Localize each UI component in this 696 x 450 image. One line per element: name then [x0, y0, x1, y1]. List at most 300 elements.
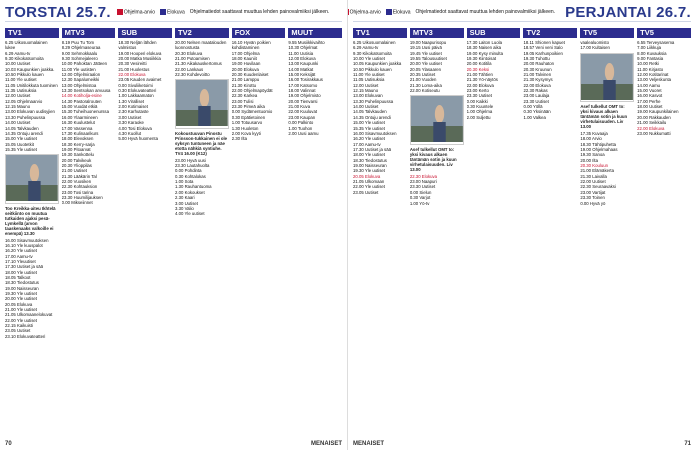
program-listing: 19.15 Uusi päivä	[409, 45, 442, 51]
program-listing: 20.00 Matka Musiikkia	[118, 56, 161, 62]
program-listing: 8.19 Puu Tu Tom	[61, 40, 95, 45]
program-listing: 9.55 Musiikkivaihto	[288, 40, 325, 45]
program-listing: 11.00 Uutisia	[288, 50, 314, 56]
program-photo	[175, 79, 229, 128]
program-listing: 2.00 Suljettu	[466, 114, 491, 120]
program-listing: 17.00 Kultaisen	[580, 45, 610, 51]
program-listing: 19.30 Yle uutiset	[353, 168, 385, 174]
program-listing: 18.57 Veni veni Salo	[523, 45, 563, 51]
program-listing: 20.00 Rauhaton	[523, 61, 555, 67]
program-listing: 18.00 Elevoksen	[61, 136, 94, 142]
program-listing: 0.00 Mikseiinnet	[61, 200, 93, 206]
program-listing: 0.30 Kohtalokas	[175, 173, 206, 179]
legend-item-rating: Ohjelma-arvio	[117, 9, 155, 15]
page-header-left	[5, 4, 342, 22]
program-listing: 12.00 Uutiset	[5, 93, 31, 99]
program-listing: 21.30 Kirottu	[231, 82, 257, 88]
program-listing: 4.00 Yle uutiset	[175, 211, 205, 217]
program-listing: 2.00 Kova kyyti	[231, 130, 261, 136]
program-listing: 16.20 Yle uutiset	[5, 248, 37, 254]
program-listing: 17.35 Kuvaaja	[580, 131, 608, 137]
program-listing: 19.55 Talousuutiset	[409, 56, 447, 62]
program-listing: 21.05 Ulkomaanelokuvat	[5, 312, 53, 318]
program-listing: 18.00 Yle uutiset	[353, 152, 385, 158]
program-listing: 0.00 Kaikki	[466, 98, 488, 104]
program-listing: 19.00 Huvilaan	[231, 61, 261, 67]
program-listing: 8.29 Ohjelmaseuraa	[61, 45, 101, 51]
photo-caption: Too Kreikka-aiteu Ikhtelä seitkiinto on muutua tutkaiden ajaksi pesä-Lymkellä (arvon taaskenaaks valkoille ei enempä) 13.30	[5, 205, 56, 236]
program-photo	[580, 53, 634, 102]
program-listing: 16.00 Kasvot	[637, 93, 663, 99]
program-listing: kohdistaminen	[231, 45, 260, 51]
program-listing: 22.00 Yle uutiset	[353, 184, 385, 190]
program-listing: 12.15 Mauno	[353, 88, 379, 94]
program-listing: 15.00 Yle uutiset	[5, 136, 37, 142]
program-listing: 18.30 Kerry-sarja	[61, 141, 95, 147]
page-number-right: 71	[684, 441, 691, 447]
program-listing: 12.15 Mauno	[5, 104, 31, 110]
program-listing: 20.30 Kouluun	[580, 163, 609, 169]
brand-left: MENAISET	[310, 441, 342, 447]
program-listing: 1.00 Totuusarvo	[231, 120, 263, 126]
program-listing: 11.05 Unitilokkuta tuominen	[5, 82, 58, 88]
program-listing: 18.11 Shionen kapuet	[523, 40, 565, 45]
program-listing: 20.30 Vesireitti	[118, 61, 147, 67]
program-listing: 22.00 Ohjelmapöydät	[231, 88, 273, 94]
schedule-columns-right	[353, 26, 691, 436]
program-listing: 2.30 Karhutaste	[118, 109, 149, 115]
program-listing: 19.30 Tuhottu	[523, 56, 550, 62]
program-listing: 18.30 Tiedostutus	[353, 157, 387, 163]
program-listing: 23.30 Uutiset	[409, 184, 436, 190]
program-listing: 17.00 Vassenna	[61, 125, 93, 131]
legend-right	[348, 9, 555, 15]
program-listing: 10.00 Uutiset	[5, 61, 31, 67]
program-listing: 17.00 Aamu-tv	[353, 141, 381, 147]
program-listing: 14.35 Ontuju arendi	[353, 114, 391, 120]
program-listing: 22.00 Elokuva	[466, 82, 494, 88]
program-listing: 23.00 Nukkumatti	[637, 130, 671, 136]
program-listing: 16.00 Sisavmuutoksen	[5, 237, 49, 243]
program-listing: 0.30 Kuuntele	[466, 104, 494, 110]
program-listing: lukee	[5, 45, 16, 51]
program-listing: 1.00 Tuohon	[288, 125, 313, 131]
channel-header: TV1	[5, 28, 59, 38]
program-photo	[5, 154, 59, 203]
program-listing: 18.00 Kauniit	[231, 56, 257, 62]
program-listing: 19.00 Pitoarvat	[61, 146, 91, 152]
program-listing: 23.00 Hyvä uusi	[175, 157, 206, 163]
program-listing: 19.45 Yle uutiset	[409, 50, 442, 56]
program-listing: 22.30 Elokuva	[409, 173, 438, 179]
program-listing: 21.00 Talvinen	[523, 72, 552, 78]
program-listing: 20.30 Kruunun	[523, 66, 552, 72]
program-listing: 15.05 Uuotetkit	[5, 141, 34, 147]
program-listing: 0.00 Yöllä	[523, 104, 543, 110]
program-listing: 2.30 Kaari	[175, 195, 195, 201]
program-listing: 9.30 Kikokatsomoita	[353, 50, 392, 56]
channel-header: SUB	[118, 28, 172, 38]
program-listing: 23.30 Uutiset	[523, 98, 549, 104]
program-listing: 13.00 Kaupunki	[288, 61, 319, 67]
program-listing: 20.05 Ylasaaren	[409, 66, 442, 72]
program-listing: 20.05 Elokuva	[5, 301, 33, 307]
program-listing: 12.05 Ohjelmaarvio	[5, 98, 43, 104]
program-listing: 10.05 Kaupunkien joakka	[353, 61, 402, 67]
program-listing: 10.50 Pikkulo kauen	[5, 72, 44, 78]
program-listing: 21.00 Vuoden	[409, 77, 437, 83]
program-listing: 23.00 Vartijat	[580, 189, 606, 195]
program-listing: 0.30 Yksinään	[523, 109, 551, 115]
program-listing: 16.10 Yle kuuspalot	[5, 242, 43, 248]
program-listing: 16.20 Yle uutiset	[353, 136, 385, 142]
program-listing: 20.30 Elokuva	[175, 50, 203, 56]
program-listing: 19.00 Kaupunkilainen	[637, 109, 679, 115]
program-listing: 0.30 Elokuvateatteri	[118, 88, 157, 94]
program-listing: 10.03 Kaupunkien joakka.	[5, 66, 55, 72]
program-listing: 12.00 Elokuva	[288, 56, 316, 62]
program-listing: 21.00 Elämäkerta	[580, 168, 614, 174]
program-listing: 22.30 Kohtauksion	[61, 184, 98, 190]
program-listing: 6.25 Uikosuomalainen	[353, 40, 396, 45]
program-listing: 7.00 Liikkuja	[637, 45, 662, 51]
schedule-column	[118, 26, 172, 436]
program-listing: 19.30 Kiintoisat	[466, 56, 497, 62]
program-listing: 2.00 Uusi aamu	[288, 130, 319, 136]
program-listing: 0.00 Sielun	[409, 189, 432, 195]
program-listing: 23.00 Kerto	[466, 88, 489, 94]
program-listing: 2.00 Kokoukset	[175, 189, 205, 195]
program-listing: 3.30 Valio	[175, 205, 194, 211]
program-listing: 13.30 Puhelinpuussa	[5, 114, 46, 120]
program-listing: 12.00 Uutiset	[353, 82, 379, 88]
program-listing: 19.05 Karhunpoikien	[523, 50, 563, 56]
program-listing: 22.00 Kuuluvat	[288, 109, 318, 115]
program-listing: 21.00 Seikkailu	[637, 120, 667, 126]
program-listing: 22.00 Elokuva	[637, 125, 665, 131]
program-listing: 19.00 Kysy minulta	[466, 50, 503, 56]
program-listing: 22.00 Elokuva	[118, 72, 146, 78]
program-listing: 14.00 Uutiset	[5, 120, 31, 126]
footer-right	[353, 441, 691, 447]
program-listing: 15.35 Yle uutiset	[5, 146, 37, 152]
program-listing: 10.30 Ohjelmat	[288, 45, 318, 51]
program-listing: 23.05 Uutiset	[5, 328, 31, 334]
program-listing: 15.00 Keksijät	[288, 72, 316, 78]
program-listing: 13.00 Ohjelmistoa	[61, 82, 97, 88]
program-listing: 6.29 Aamu-tv	[5, 50, 31, 56]
program-listing: 13.00 Elokuvan uudisyjien	[5, 109, 55, 115]
program-listing: 13.00 Elokuvan	[353, 93, 383, 99]
program-listing: 11.05 Uutisuksia	[353, 77, 385, 83]
program-listing: vaalealuomisto	[580, 40, 609, 45]
program-listing: luonnostusta	[175, 45, 200, 51]
program-listing: 14.00 Kotiholja-esine	[61, 93, 102, 99]
channel-header: MTV3	[410, 28, 464, 38]
program-listing: 9.00 Fantasia	[637, 56, 664, 62]
schedule-column	[353, 26, 407, 436]
program-listing: 0.00 Hyvä yö	[580, 200, 606, 206]
program-listing: 17.30 Laiton Luola	[466, 40, 503, 45]
program-listing: 23.30 Huumilijauksen	[61, 194, 103, 200]
photo-caption: Kokoustuuvan Pinostu Prinsson-tukkainen ei ole syksyn tuntuneen ja näe etotta nähkiä syntiuhe. TV4 16.00 (K12)	[175, 130, 228, 156]
program-listing: 2.30 Ilta	[231, 136, 247, 142]
schedule-column	[5, 26, 59, 436]
program-listing: 19.00 Naapurisopu	[409, 40, 447, 45]
program-listing: 23.00 Tosi tarina	[61, 189, 94, 195]
program-listing: 11.00 Yle uutiset	[353, 72, 385, 78]
program-listing: 17.30 Uutiset ja sää	[5, 264, 43, 270]
program-listing: 12.00 Kotitarinat	[637, 72, 669, 78]
program-listing: 20.00 Rakkauden	[637, 114, 671, 120]
program-listing: 2.00 Kotimaiset	[118, 104, 148, 110]
program-listing: 5.00 Hyvä huomenta	[118, 136, 158, 142]
program-listing: 21.00 Uutiset	[61, 168, 87, 174]
day-title-left: TORSTAI 25.7.	[5, 4, 111, 21]
program-listing: 14.05 Talvkauden	[5, 125, 39, 131]
channel-header: TV5	[637, 28, 691, 38]
program-listing: 12.00 Ohjelmiraalon	[61, 72, 101, 78]
channel-header: TV5	[580, 28, 634, 38]
program-listing: 22.30 Seuraavaksi	[580, 184, 616, 190]
program-listing: 23.30 Toinen	[580, 195, 605, 201]
program-listing: 22.00 Kotiseutu	[409, 88, 440, 94]
channel-header: TV1	[353, 28, 407, 38]
program-listing: 10.50 Pikkulo kauen	[353, 66, 392, 72]
program-listing: 14.05 Talvkauden	[353, 109, 387, 115]
legend-item-rating: Ohjelma-arvio	[348, 9, 381, 15]
program-listing: 21.30 Laivalla	[580, 173, 607, 179]
program-listing: 20.00 Kotitila	[466, 61, 492, 67]
footer-left	[5, 441, 342, 447]
program-listing: 18.05 Talkoot	[5, 274, 31, 280]
program-listing: 20.30 Keksi	[466, 66, 490, 72]
program-listing: 11.00 Yle uutisten	[61, 66, 96, 72]
legend-item-movie: Elokuva	[386, 9, 411, 15]
program-listing: 23.00 Laulaja	[523, 93, 550, 99]
program-listing: 1.00 Sota	[175, 179, 194, 185]
program-listing: 16.10 Hyvän poikien	[231, 40, 271, 45]
program-listing: 14.35 Ontuju arendi	[5, 130, 43, 136]
program-listing: 21.00 Putoamisen	[175, 56, 210, 62]
brand-right: MENAISET	[353, 441, 385, 447]
program-listing: 21.30 Yö-näytös	[466, 77, 498, 83]
program-listing: 19.00 Ohjelmisto	[288, 93, 321, 99]
program-listing: 23.00 Tulisi	[231, 98, 254, 104]
program-listing: 1.00 Lakkaamaton	[118, 93, 154, 99]
program-listing: 23.00 Kaupan	[288, 114, 316, 120]
schedule-column	[580, 26, 634, 436]
schedule-column	[410, 26, 464, 436]
channel-header: TV2	[523, 28, 577, 38]
photo-caption: Asef tulkellut OMT to: yksi kivaus alkaen täntämän sotin ja kuun virhetulaisuuden. Liv 13.00	[580, 104, 628, 130]
legend-note: Ohjelmatiedot saattavat muuttua lehden painovalmiiksi jälkeen.	[415, 9, 556, 16]
program-listing: 10.00 Retki	[637, 61, 659, 67]
program-listing: 6.29 Aamu-tv	[353, 45, 379, 51]
program-listing: 19.30 Sanoa	[580, 152, 605, 158]
program-listing: 11.35 Uutisuksia	[5, 88, 37, 94]
program-listing: 23.05 Uutiset	[353, 189, 379, 195]
program-listing: 1.30 Viralliset	[118, 98, 145, 104]
program-listing: 23.10 Elokuvateatteri	[5, 333, 46, 339]
program-listing: 9.30 Kikokatsomoita	[5, 56, 44, 62]
program-listing: 21.00 Yle uutiset	[5, 307, 37, 313]
program-listing: 0.30 Varjot	[409, 195, 431, 201]
program-listing: 20.00 Talvikeuk	[61, 157, 92, 163]
program-listing: 19.00 Naisseuran	[353, 162, 387, 168]
program-listing: 18.30 Tähtipuhetta	[580, 141, 617, 147]
photo-caption: Asef tulkellut OMT to: yksi kivaus alkaen täntämän sotin ja kuun virhetulaisuuden. Liv 13.00	[409, 146, 457, 172]
program-listing: 17.10 Yleuutiset	[5, 258, 36, 264]
program-listing: 16.30 Kuulustelut	[61, 120, 95, 126]
program-listing: 20.00 Yle uutiset	[409, 61, 442, 67]
channel-header: MUUT	[288, 28, 342, 38]
program-listing: 17.30 Kulinaarikurs	[61, 130, 99, 136]
program-listing: 20.00 Elokuva	[231, 66, 259, 72]
program-listing: 23.00 Naapuri	[409, 179, 437, 185]
program-listing: 8.00 Kuvauksia	[637, 50, 667, 56]
program-listing: 22.15 Kaikuisti	[5, 323, 33, 329]
program-listing: 19.00 Naisseuran	[5, 285, 39, 291]
program-listing: 3.00 Uutiset	[118, 114, 142, 120]
program-listing: 0.00 Pohdinta	[175, 168, 202, 174]
program-listing: 1.30 Rauhantuoma	[175, 184, 212, 190]
program-listing: 22.30 Kohdevoitto	[175, 72, 210, 78]
program-listing: 21.00 Huolestus	[118, 66, 150, 72]
program-listing: 15.30 Tuheihuonenurssa	[61, 109, 109, 115]
program-listing: 1.00 Valkea	[523, 114, 546, 120]
program-listing: 17.30 Uutiset ja sää	[353, 146, 391, 152]
schedule-column	[523, 26, 577, 436]
program-listing: 19.30 Sankottelu	[61, 152, 94, 158]
program-listing: 13.30 Sentsokan arvuusa	[61, 88, 111, 94]
program-listing: 10.00 Pahoktan Jätteen	[61, 61, 108, 67]
program-listing: valmistus	[118, 45, 137, 51]
day-title-right: PERJANTAI 26.7.	[565, 4, 691, 21]
program-listing: 21.30 Kysymys	[523, 77, 553, 83]
program-listing: 21.05 Ulkomaan	[353, 178, 385, 184]
program-listing: 21.00 Lamppu	[231, 77, 260, 83]
legend-left	[117, 9, 329, 15]
program-listing: 23.30 Uutiset	[466, 93, 492, 99]
program-listing: 22.30 Karkea	[231, 93, 258, 99]
page-number-left: 70	[5, 441, 12, 447]
program-listing: 11.00 Yle uutiset	[5, 77, 37, 83]
program-listing: 13.00 Veljeskunta	[637, 77, 672, 83]
program-listing: 3.00 Uutiset	[175, 200, 198, 206]
program-listing: 1.00 Ohjelma	[466, 109, 493, 115]
channel-header: FOX	[232, 28, 286, 38]
schedule-columns-left	[5, 26, 342, 436]
program-listing: 22.00 Vuosiken	[61, 178, 92, 184]
program-listing: 13.30 Puhelinpuussa	[353, 98, 394, 104]
program-listing: 16.00 Ylaarmineen	[61, 114, 98, 120]
program-listing: 4.00 Tosi Elokuva	[118, 125, 152, 131]
program-listing: 18.30 Naisen aika	[466, 45, 502, 51]
program-listing: 22.00 Uutiset	[580, 179, 606, 185]
program-listing: 15.00 Yle uutiset	[353, 120, 385, 126]
program-listing: 16.00 Sisavmuutoksen	[353, 130, 397, 136]
program-listing: 14.00 Uutiset	[353, 104, 379, 110]
program-listing: 21.00 Tähtien	[466, 72, 493, 78]
program-listing: 15.00 Vuodat etkiä	[61, 104, 98, 110]
program-listing: 20.35 Uutiset	[409, 72, 436, 78]
program-listing: 20.30 Ylioppilas	[61, 162, 92, 168]
program-listing: 6.55 Terveysasema	[637, 40, 675, 45]
program-listing: 19.30 Yle uutiset	[5, 291, 37, 296]
program-listing: 17.00 Ohjelma	[231, 50, 260, 56]
program-listing: 17.00 Perhe	[637, 98, 661, 104]
schedule-column	[232, 26, 286, 436]
program-listing: 21.30 Loma-aika	[409, 82, 442, 88]
program-listing: 11.00 Kirjasto	[637, 66, 664, 72]
program-listing: 14.00 Aamu	[637, 82, 661, 88]
program-listing: 14.00 Matkat	[288, 66, 314, 72]
program-listing: 22.30 Rakas	[523, 88, 548, 94]
program-listing: 18.00 Uutiset	[637, 104, 663, 110]
program-listing: 23.05 Kauden avaimet	[118, 77, 162, 83]
schedule-column	[288, 26, 342, 436]
program-listing: 18.00 Valinnat	[288, 88, 316, 94]
program-listing: 17.00 Aamu-tv	[5, 253, 33, 259]
page-header-right	[349, 4, 691, 22]
program-listing: 23.30 Pimeä aika	[231, 104, 265, 110]
channel-header: MTV3	[62, 28, 116, 38]
program-listing: 17.00 Katsomo	[288, 82, 318, 88]
program-listing: 18.30 Neljän lähden	[118, 40, 157, 45]
program-listing: 15.35 Yle uutiset	[353, 125, 385, 131]
program-listing: 0.00 Palkinto	[288, 120, 314, 126]
program-listing: 4.30 Kuollut	[118, 130, 142, 136]
program-listing: 23.30 Lautahuolta	[175, 163, 210, 169]
program-listing: 0.30 Epätietoinen	[231, 114, 266, 120]
schedule-column	[637, 26, 691, 436]
program-listing: 15.00 Vuoret	[637, 88, 662, 94]
program-listing: 16.00 Tosirakkaus	[288, 77, 323, 83]
program-listing: 18.00 Yle uutiset	[5, 269, 37, 275]
schedule-column	[62, 26, 116, 436]
program-listing: 0.00 Sivuliiketoimi	[118, 82, 153, 88]
program-listing: 14.30 Pastoralrouten	[61, 98, 102, 104]
program-listing: 19.00 Hooperi elokuva	[118, 50, 162, 56]
program-listing: 22.00 Lankaus	[175, 66, 204, 72]
schedule-column	[175, 26, 229, 436]
program-listing: 9.30 Sohmejaleero	[61, 56, 98, 62]
program-listing: 0.00 Sydämentuomio	[231, 109, 273, 115]
schedule-column	[467, 26, 521, 436]
program-listing: 6.25 Uikosuomalainen	[5, 40, 48, 45]
program-listing: 19.00 Ohjelmahaas	[580, 147, 618, 153]
channel-header: TV2	[175, 28, 229, 38]
program-listing: 18.00 Arvio	[580, 136, 602, 142]
program-listing: 20.00 Yle uutiset	[5, 296, 37, 302]
legend-item-movie: Elokuva	[160, 9, 185, 15]
program-listing: 20.30 Kuudenlaiset	[231, 72, 269, 78]
program-listing: 12.30 Sapalumeikki	[61, 77, 100, 83]
program-listing: 20.00 Nelsen maatalouden	[175, 40, 227, 45]
program-listing: 21.00 Kuva	[288, 104, 311, 110]
channel-header: SUB	[467, 28, 521, 38]
page-right	[348, 0, 696, 450]
program-listing: 21.30 Lääkärin Tal	[61, 173, 97, 179]
program-listing: 1.00 Yö-tv	[409, 200, 430, 206]
program-listing: 9.00 Sehmokkaalu	[61, 50, 98, 56]
program-photo	[410, 95, 464, 144]
program-listing: 20.00 Tienvarsi	[288, 98, 318, 104]
program-listing: 18.30 Tiedostutus	[5, 280, 39, 286]
program-listing: 22.00 Yle uutiset	[5, 317, 37, 323]
program-listing: 20.05 Elokuva	[353, 173, 381, 179]
